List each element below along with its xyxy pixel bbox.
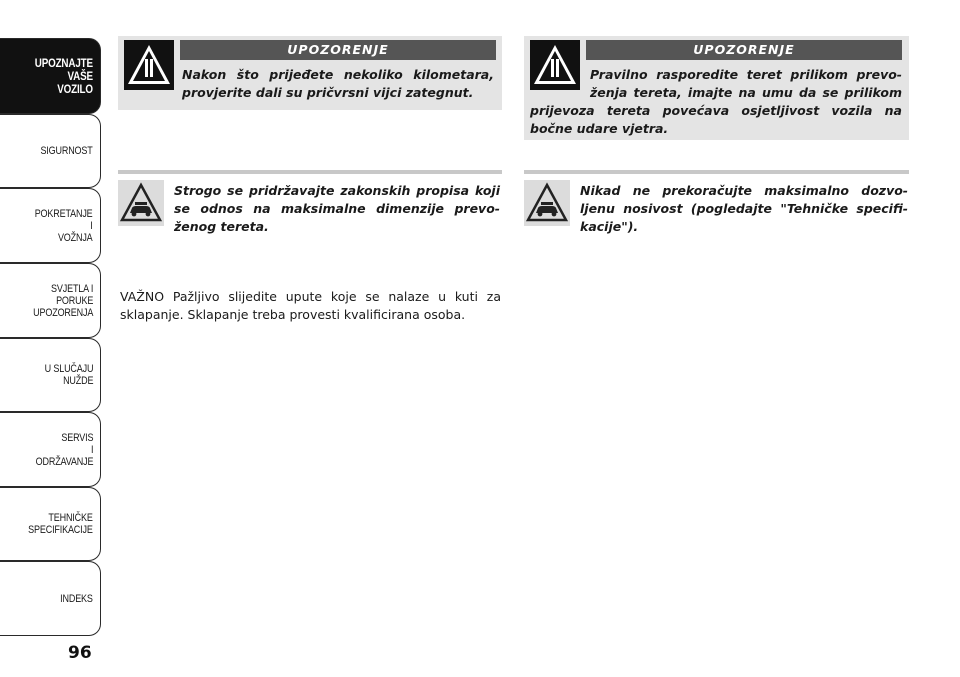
tab-label: U SLUČAJU NUŽDE: [44, 363, 93, 387]
tab-upoznajte-vase-vozilo[interactable]: [0, 38, 101, 114]
caution-text: Nikad ne prekoračujte maksimalno dozvo-ljenu nosivost (pogledajte "Tehničke specifi-kacije").: [580, 183, 908, 234]
tab-tehnicke-specifikacije[interactable]: [0, 487, 101, 561]
tab-label: INDEKS: [60, 592, 93, 605]
caution-text: Strogo se pridržavajte zakonskih propisa koji se odnos na maksimalne dimenzije prevo-ženog tereta.: [174, 183, 500, 234]
tab-sigurnost[interactable]: [0, 114, 101, 188]
section-divider: [524, 170, 909, 174]
car-load-triangle-icon: [524, 180, 570, 226]
tab-label: SERVIS I ODRŽAVANJE: [35, 431, 93, 468]
tab-indeks[interactable]: [0, 561, 101, 636]
page-number: 96: [68, 643, 92, 663]
warning-text-rest: prijevoza tereta povećava osjetljivost vozila na bočne udare vjetra.: [530, 103, 902, 136]
warning-heading: UPOZORENJE: [180, 40, 496, 60]
tab-label: POKRETANJE I VOŽNJA: [35, 207, 93, 244]
warning-text: Nakon što prijeđete nekoliko kilometara, provjerite dali su pričvrsni vijci zategnut.: [182, 67, 494, 100]
tab-servis-i-odrzavanje[interactable]: [0, 412, 101, 487]
section-divider: [118, 170, 502, 174]
tab-pokretanje-i-voznja[interactable]: [0, 188, 101, 263]
tab-u-slucaju-nuzde[interactable]: [0, 338, 101, 412]
warning-box-left: [118, 36, 502, 110]
warning-heading: UPOZORENJE: [586, 40, 902, 60]
warning-triangle-icon: [530, 40, 580, 90]
warning-triangle-icon: [124, 40, 174, 90]
tab-label: SIGURNOST: [40, 145, 93, 157]
tab-svjetla-i-poruke-upozorenja[interactable]: [0, 263, 101, 338]
tab-label: SVJETLA I PORUKE UPOZORENJA: [32, 282, 93, 319]
warning-box-right: [524, 36, 909, 140]
car-load-triangle-icon: [118, 180, 164, 226]
tab-label: UPOZNAJTE VAŠE VOZILO: [34, 55, 93, 96]
tab-label: TEHNIČKE SPECIFIKACIJE: [28, 512, 93, 536]
warning-text-line-1: Pravilno rasporedite teret prilikom prevo-: [590, 67, 902, 82]
warning-text-line-2: ženja tereta, imajte na umu da se prilikom: [590, 85, 902, 100]
important-note: VAŽNO Pažljivo slijedite upute koje se nalaze u kuti za sklapanje. Sklapanje treba provesti kvalificirana osoba.: [120, 289, 501, 322]
